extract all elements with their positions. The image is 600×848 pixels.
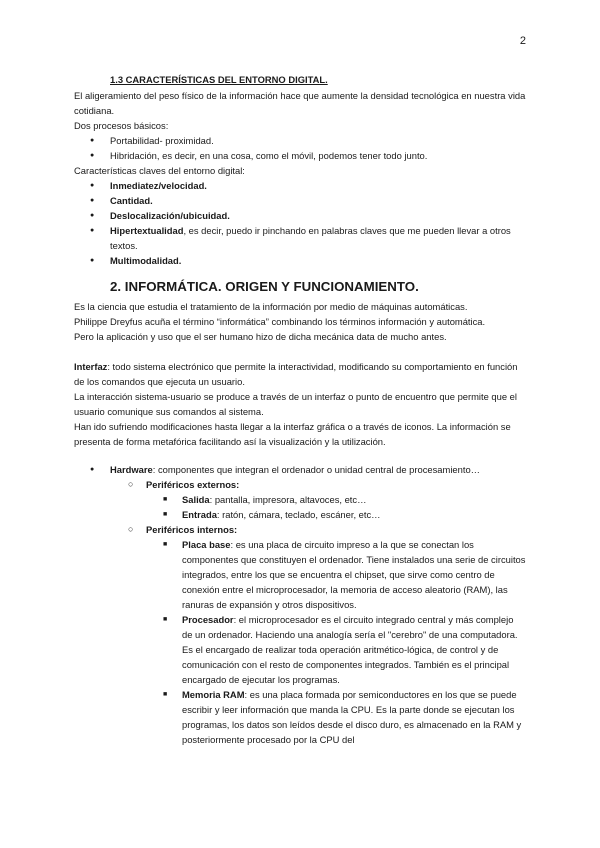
definition: : es una placa formada por semiconductores en los que se puede escribir y leer información que manda la CPU. Es la parte donde se ejecutan los programas, los datos son leídos desde el disco duro, es almacenado en la RAM y posteriormente procesado por la CPU del: [182, 689, 522, 745]
list-item: [74, 193, 526, 208]
paragraph: Pero la aplicación y uso que el ser humano hizo de dicha mecánica data de mucho antes.: [74, 331, 447, 342]
definition: , es decir, puedo ir pinchando en palabras claves que me pueden llevar a otros textos.: [110, 225, 511, 251]
paragraph: Es la ciencia que estudia el tratamiento de la información por medio de máquinas automáticas.: [74, 301, 468, 312]
term: Interfaz: [74, 361, 108, 372]
section-2-heading: 2. INFORMÁTICA. ORIGEN Y FUNCIONAMIENTO.: [110, 279, 419, 294]
subheading: Periféricos internos:: [146, 524, 238, 535]
term: Inmediatez/velocidad.: [110, 180, 207, 191]
term: Procesador: [182, 614, 234, 625]
list-item: ● Portabilidad- proximidad.: [74, 133, 526, 148]
definition: : componentes que integran el ordenador o unidad central de procesamiento…: [152, 464, 481, 475]
claves-list: [74, 178, 526, 268]
subheading: Periféricos externos:: [146, 479, 240, 490]
list-item: ● Hibridación, es decir, en una cosa, como el móvil, podemos tener todo junto.: [74, 148, 526, 163]
definition: : pantalla, impresora, altavoces, etc…: [209, 494, 367, 505]
perifericos-list: [110, 477, 526, 747]
definition: : el microprocesador es el circuito integrado central y más complejo de un ordenador. Haciendo una analogía sería el "cerebro" de una computadora. Es el encargado de realizar toda operación aritmético-lógica, de control y de comunicación con el resto de componentes integrados. También es el principal encargado de ejecutar los programas.: [182, 614, 518, 685]
paragraph: Philippe Dreyfus acuña el término “informática” combinando los términos información y automática.: [74, 316, 486, 327]
hardware-list: [74, 462, 526, 747]
externos-list: [146, 492, 526, 522]
list-item: [146, 507, 526, 522]
internos-list: [146, 537, 526, 747]
paragraph: El aligeramiento del peso físico de la información hace que aumente la densidad tecnológica en nuestra vida cotidiana.: [74, 90, 526, 116]
list-item: [146, 537, 526, 612]
list-item: [110, 477, 526, 522]
page-content: [74, 72, 526, 747]
paragraph: Características claves del entorno digital:: [74, 165, 245, 176]
term: Hardware: [110, 464, 153, 475]
procesos-list: [74, 133, 526, 163]
list-item: [74, 208, 526, 223]
list-item: [74, 178, 526, 193]
term: Salida: [182, 494, 210, 505]
section-1-3-heading: 1.3 CARACTERÍSTICAS DEL ENTORNO DIGITAL.: [110, 74, 328, 85]
term: Cantidad.: [110, 195, 153, 206]
list-item: [146, 612, 526, 687]
term: Entrada: [182, 509, 217, 520]
definition: : es una placa de circuito impreso a la que se conectan los componentes que constituyen el ordenador. Tiene instalados una serie de circuitos integrados, entre los que se encuentra el chipset, que sirve como centro de conexión entre el microprocesador, la memoria de acceso aleatorio (RAM), las ranuras de expansión y otros dispositivos.: [182, 539, 526, 610]
paragraph: Dos procesos básicos:: [74, 120, 169, 131]
list-item: [74, 223, 526, 253]
paragraph: La interacción sistema-usuario se produce a través de un interfaz o punto de encuentro que permite que el usuario comunique sus comandos al sistema.: [74, 391, 517, 417]
term: Deslocalización/ubicuidad.: [110, 210, 230, 221]
blank-line: [74, 344, 526, 359]
term: Hipertextualidad: [110, 225, 184, 236]
list-item: [146, 687, 526, 747]
term: Multimodalidad.: [110, 255, 182, 266]
list-item: [110, 522, 526, 747]
list-item: [74, 462, 526, 747]
term: Memoria RAM: [182, 689, 245, 700]
paragraph: [74, 359, 526, 389]
term: Placa base: [182, 539, 231, 550]
page-number: 2: [519, 35, 526, 47]
definition: : todo sistema electrónico que permite la interactividad, modificando su comportamiento en función de los comandos que ejecuta un usuario.: [74, 361, 518, 387]
paragraph: Han ido sufriendo modificaciones hasta llegar a la interfaz gráfica o a través de iconos. La información se presenta de forma metafórica facilitando así la visualización y la utilización.: [74, 421, 511, 447]
list-item: [74, 253, 526, 268]
definition: : ratón, cámara, teclado, escáner, etc…: [216, 509, 381, 520]
list-item: [146, 492, 526, 507]
